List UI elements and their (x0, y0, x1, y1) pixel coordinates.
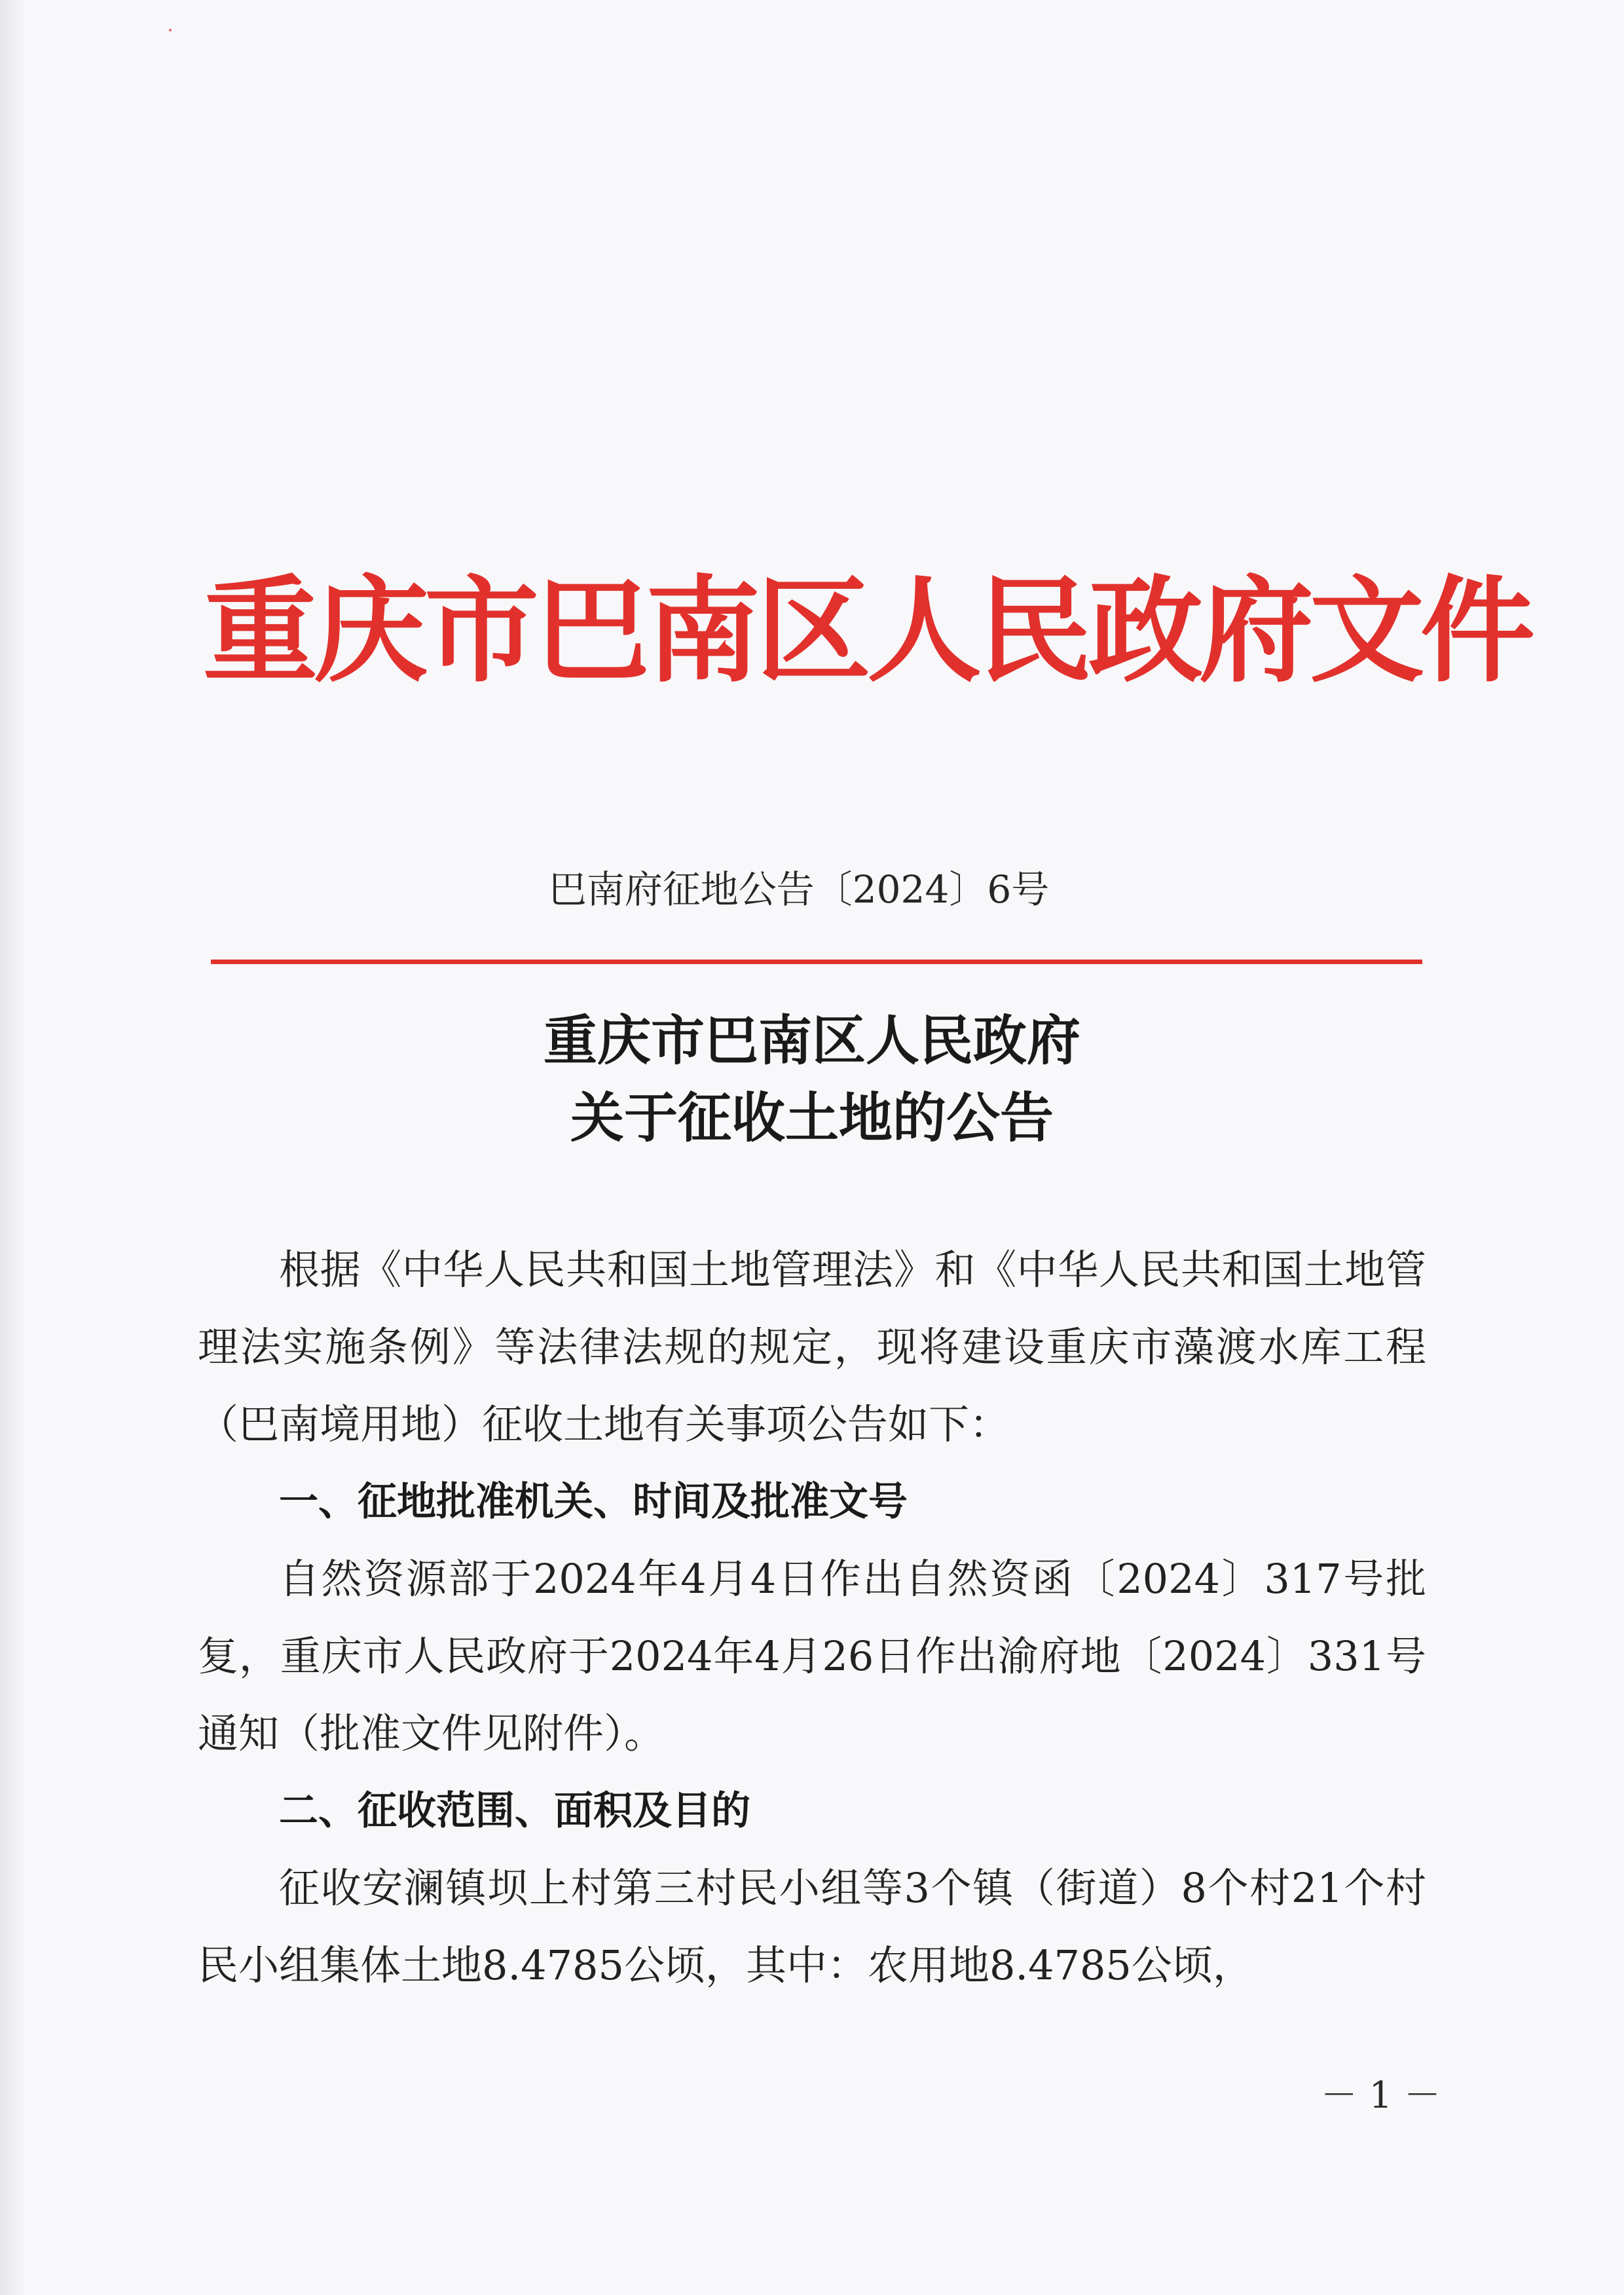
section1-heading: 一、征地批准机关、时间及批准文号 (279, 1479, 908, 1525)
scan-speck (169, 29, 172, 31)
notice-body (198, 1231, 1426, 2004)
notice-title-line1: 重庆市巴南区人民政府 (543, 1009, 1080, 1072)
issuer-title: 重庆市巴南区人民政府文件 (203, 564, 1531, 698)
section2-heading: 二、征收范围、面积及目的 (279, 1788, 750, 1834)
intro-paragraph: 根据《中华人民共和国土地管理法》和《中华人民共和国土地管理法实施条例》等法律法规的规定，现将建设重庆市藻渡水库工程（巴南境用地）征收土地有关事项公告如下： (198, 1246, 1426, 1448)
notice-title (196, 1002, 1428, 1157)
binding-shadow (0, 0, 26, 2295)
document-number: 巴南府征地公告〔2024〕6号 (548, 867, 1050, 912)
red-divider-line (211, 960, 1422, 964)
section2-paragraph: 征收安澜镇坝上村第三村民小组等3个镇（街道）8个村21个村民小组集体土地8.4785公顷，其中：农用地8.4785公顷， (198, 1864, 1426, 1989)
notice-title-line2: 关于征收土地的公告 (570, 1087, 1054, 1149)
page-number: － 1 － (1320, 2074, 1441, 2117)
section1-paragraph: 自然资源部于2024年4月4日作出自然资函〔2024〕317号批复，重庆市人民政府于2024年4月26日作出渝府地〔2024〕331号通知（批准文件见附件）。 (198, 1555, 1426, 1757)
